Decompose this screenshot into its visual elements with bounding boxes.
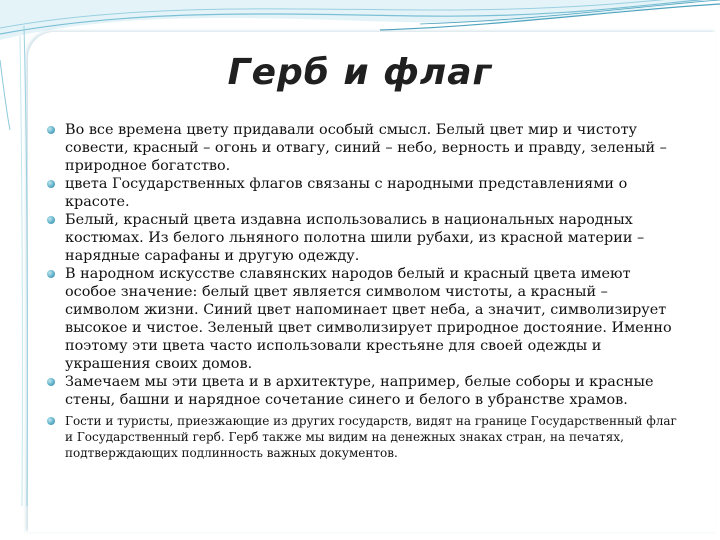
list-item-text: Белый, красный цвета издавна использовались в национальных народных костюмах. Из белого льняного полотна шили рубахи, из красной материи – нарядные сарафаны и другую одежду. — [65, 212, 645, 264]
list-item — [45, 211, 685, 265]
bullet-icon — [47, 378, 55, 386]
list-item-text: В народном искусстве славянских народов белый и красный цвета имеют особое значение: белый цвет является символом чистоты, а красный – символом жизни. Синий цвет напоминает цвет неба, а значит, символизирует высокое и чистое. Зеленый цвет символизирует природное достояние. Именно поэтому эти цвета часто использовали крестьяне для своей одежды и украшения своих домов. — [65, 266, 672, 372]
list-item — [45, 265, 685, 373]
bullet-icon — [47, 180, 55, 188]
slide-title: Герб и флаг — [227, 52, 493, 93]
list-item — [45, 413, 685, 461]
list-item-text: Гости и туристы, приезжающие из других государств, видят на границе Государственный флаг и Государственный герб. Герб также мы видим на денежных знаках стран, на печатях, подтверждающих подлинность важных документов. — [65, 414, 677, 460]
bullet-icon — [47, 126, 55, 134]
list-item-text: Замечаем мы эти цвета и в архитектуре, например, белые соборы и красные стены, башни и нарядное сочетание синего и белого в убранстве храмов. — [65, 374, 654, 408]
list-item-text: Во все времена цвету придавали особый смысл. Белый цвет мир и чистоту совести, красный – огонь и отвагу, синий – небо, верность и правду, зеленый – природное богатство. — [65, 122, 667, 174]
bullet-list-container — [45, 121, 685, 461]
side-line-decoration — [18, 26, 30, 506]
bullet-icon — [47, 417, 55, 425]
list-item — [45, 121, 685, 175]
bullet-icon — [47, 270, 55, 278]
bullet-icon — [47, 216, 55, 224]
list-item-text: цвета Государственных флагов связаны с народными представлениями о красоте. — [65, 176, 628, 210]
list-item — [45, 373, 685, 409]
list-item — [45, 175, 685, 211]
bullet-list — [45, 121, 685, 461]
